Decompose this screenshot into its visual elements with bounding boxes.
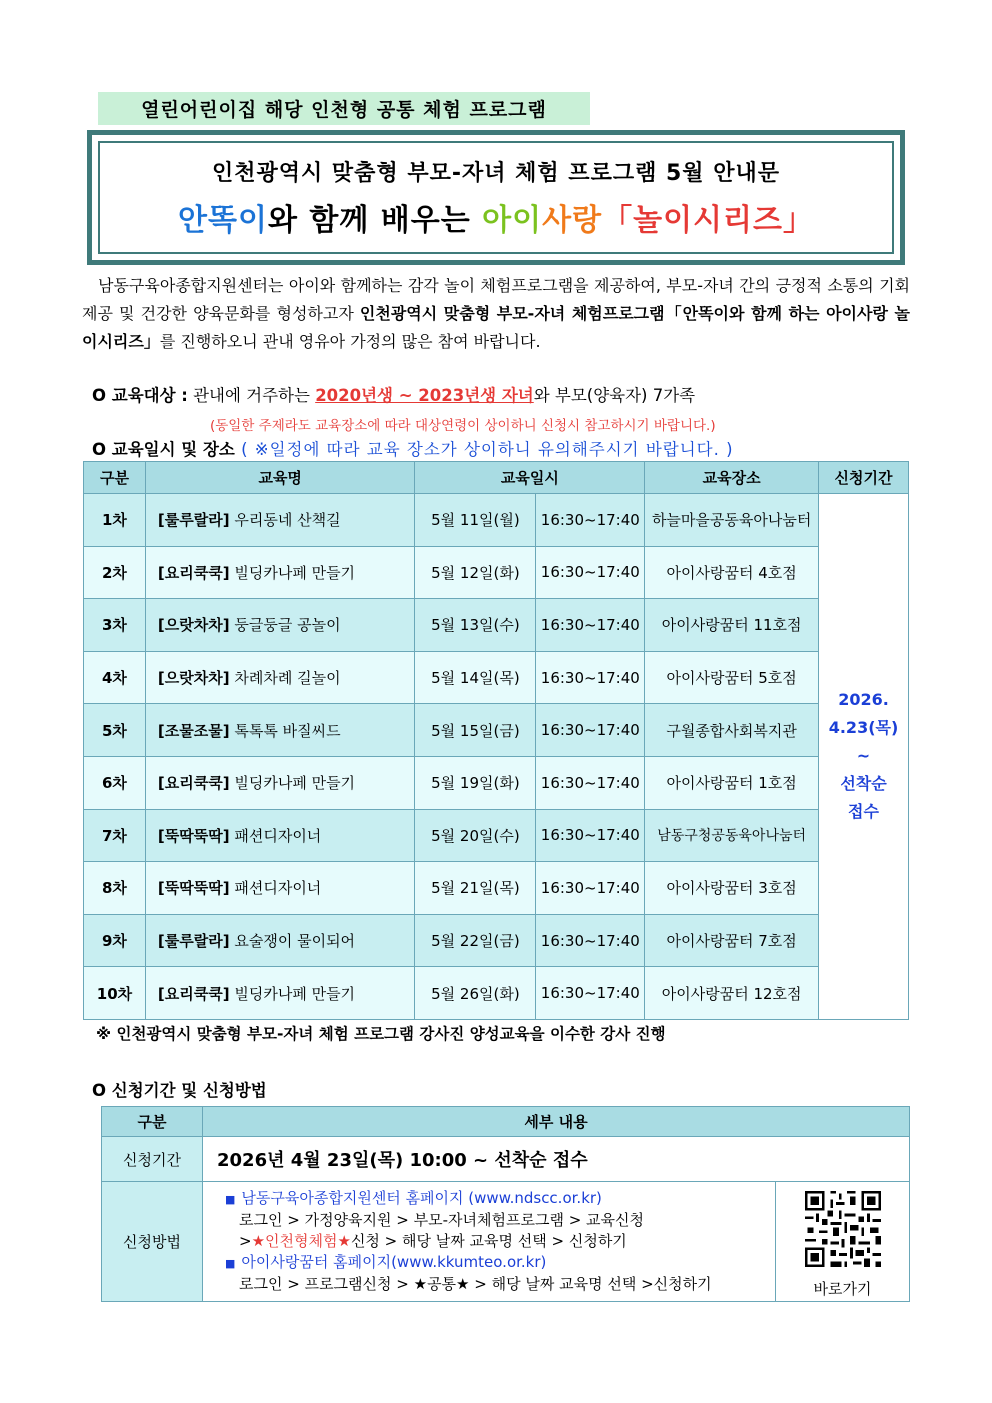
apply-period-line: 접수 (848, 802, 879, 822)
row-time: 16:30~17:40 (536, 651, 645, 704)
title-line-2 (178, 195, 814, 239)
row-place: 아이사랑꿈터 5호점 (645, 651, 819, 704)
target-line (92, 382, 695, 406)
method-1-url[interactable]: (www.ndscc.or.kr) (463, 1189, 602, 1207)
row-name (145, 967, 415, 1020)
schedule-header-row (84, 462, 909, 494)
program-badge: 열린어린이집 해당 인천형 공통 체험 프로그램 (98, 92, 590, 125)
row-time: 16:30~17:40 (536, 704, 645, 757)
title-box (87, 130, 905, 265)
row-title: 요술쟁이 물이되어 (229, 932, 356, 951)
row-place: 구월종합사회복지관 (645, 704, 819, 757)
method-2-step: 로그인 > 프로그램신청 > ★공통★ > 해당 날짜 교육명 선택 >신청하기 (239, 1275, 712, 1293)
bullet-icon: ■ (225, 1257, 236, 1270)
row-title: 차례차례 길놀이 (229, 669, 341, 688)
row-no: 7차 (84, 809, 146, 862)
header-datetime: 교육일시 (415, 462, 645, 494)
qr-label[interactable]: 바로가기 (813, 1280, 872, 1298)
apply-period-label: 신청기간 (102, 1137, 203, 1182)
schedule-heading (92, 436, 734, 460)
table-row (84, 862, 909, 915)
row-time: 16:30~17:40 (536, 914, 645, 967)
row-title: 둥글둥글 공놀이 (229, 616, 341, 635)
title-mascot: 안똑이 (177, 203, 268, 238)
intro-paragraph (82, 272, 910, 356)
table-row (84, 967, 909, 1020)
row-place: 아이사랑꿈터 7호점 (645, 914, 819, 967)
apply-period-value: 2026년 4월 23일(목) 10:00 ~ 선착순 접수 (203, 1137, 910, 1182)
row-no: 8차 (84, 862, 146, 915)
table-row (84, 651, 909, 704)
row-date: 5월 14일(목) (415, 651, 536, 704)
row-tag: [룰루랄라] (157, 511, 230, 530)
header-name: 교육명 (145, 462, 415, 494)
row-tag: [요리쿡쿡] (157, 563, 230, 582)
title-line-1: 인천광역시 맞춤형 부모-자녀 체험 프로그램 5월 안내문 (212, 161, 780, 186)
section2-title: O 신청기간 및 신청방법 (92, 1081, 267, 1100)
target-label: O 교육대상 : (92, 386, 188, 405)
apply-period-line: 4.23(목) (828, 718, 899, 738)
target-pre: 관내에 거주하는 (187, 386, 316, 405)
row-place: 아이사랑꿈터 1호점 (645, 756, 819, 809)
title-middle: 와 함께 배우는 (267, 203, 483, 238)
row-title: 톡톡톡 바질씨드 (229, 721, 341, 740)
row-name (145, 862, 415, 915)
row-date: 5월 11일(월) (415, 494, 536, 547)
row-place: 아이사랑꿈터 11호점 (645, 599, 819, 652)
qr-cell[interactable] (776, 1182, 910, 1302)
table-row (84, 494, 909, 547)
title-brand-b: 사랑 (542, 203, 603, 238)
method-1-step2 (225, 1231, 775, 1252)
target-post: 와 부모(양육자) 7가족 (533, 386, 696, 405)
row-place: 아이사랑꿈터 12호점 (645, 967, 819, 1020)
apply-header-row (102, 1107, 910, 1137)
row-place: 하늘마을공동육아나눔터 (645, 494, 819, 547)
row-date: 5월 20일(수) (415, 809, 536, 862)
row-name (145, 599, 415, 652)
apply-method-row (102, 1182, 910, 1302)
method-1-step2-a: > (239, 1232, 252, 1250)
row-date: 5월 21일(목) (415, 862, 536, 915)
qr-code-icon[interactable] (802, 1188, 884, 1270)
row-time: 16:30~17:40 (536, 494, 645, 547)
row-tag: [으랏차차] (157, 669, 230, 688)
row-tag: [룰루랄라] (157, 932, 230, 951)
intro-text-1: 남동구육아종합지원센터는 아이와 함께하는 감각 놀이 체험프로그램을 제공하여, 부모-자녀 간의 긍정적 소통의 기회 제공 및 건강한 양육문화를 형성하고자 (82, 276, 910, 323)
apply-period-row (102, 1137, 910, 1182)
schedule-heading-note: ( ※일정에 따라 교육 장소가 상이하니 유의해주시기 바랍니다. ) (234, 440, 734, 459)
method-1-step1: 로그인 > 가정양육지원 > 부모-자녀체험프로그램 > 교육신청 (239, 1211, 644, 1229)
apply-header-detail: 세부 내용 (203, 1107, 910, 1137)
row-no: 6차 (84, 756, 146, 809)
row-tag: [으랏차차] (157, 616, 230, 635)
row-title: 빌딩카나페 만들기 (229, 774, 356, 793)
apply-table (101, 1106, 910, 1302)
row-tag: [요리쿡쿡] (157, 984, 230, 1003)
row-tag: [뚝딱뚝딱] (157, 826, 230, 845)
row-no: 10차 (84, 967, 146, 1020)
intro-text-2: 를 진행하오니 관내 영유아 가정의 많은 참여 바랍니다. (159, 332, 541, 351)
title-series: 「놀이시리즈」 (602, 203, 814, 238)
row-title: 빌딩카나페 만들기 (229, 984, 356, 1003)
row-time: 16:30~17:40 (536, 546, 645, 599)
instructor-footnote: ※ 인천광역시 맞춤형 부모-자녀 체험 프로그램 강사진 양성교육을 이수한 강사 진행 (96, 1025, 666, 1043)
row-date: 5월 19일(화) (415, 756, 536, 809)
row-date: 5월 26일(화) (415, 967, 536, 1020)
title-inner (98, 141, 894, 254)
row-no: 9차 (84, 914, 146, 967)
bullet-icon: ■ (225, 1193, 236, 1206)
method-2-title[interactable]: 아이사랑꿈터 홈페이지(www.kkumteo.or.kr) (241, 1253, 547, 1271)
row-place: 아이사랑꿈터 3호점 (645, 862, 819, 915)
row-time: 16:30~17:40 (536, 599, 645, 652)
table-row (84, 546, 909, 599)
method-1-title-line (225, 1188, 775, 1210)
row-place: 아이사랑꿈터 4호점 (645, 546, 819, 599)
table-row (84, 756, 909, 809)
row-tag: [요리쿡쿡] (157, 774, 230, 793)
row-title: 패션디자이너 (229, 826, 322, 845)
schedule-table (83, 461, 909, 1020)
header-no: 구분 (84, 462, 146, 494)
table-row (84, 704, 909, 757)
row-name (145, 651, 415, 704)
row-no: 5차 (84, 704, 146, 757)
row-name (145, 546, 415, 599)
row-time: 16:30~17:40 (536, 756, 645, 809)
row-name (145, 809, 415, 862)
table-row (84, 914, 909, 967)
row-no: 3차 (84, 599, 146, 652)
schedule-heading-label: O 교육일시 및 장소 (92, 440, 235, 459)
row-tag: [조물조물] (157, 721, 230, 740)
row-date: 5월 22일(금) (415, 914, 536, 967)
header-place: 교육장소 (645, 462, 819, 494)
row-time: 16:30~17:40 (536, 862, 645, 915)
method-1-step2-b: 신청 > 해당 날짜 교육명 선택 > 신청하기 (350, 1232, 627, 1250)
row-no: 1차 (84, 494, 146, 547)
apply-method-label: 신청방법 (102, 1182, 203, 1302)
row-title: 우리동네 산책길 (229, 511, 341, 530)
apply-header-label: 구분 (102, 1107, 203, 1137)
apply-period-line: 선착순 (840, 774, 887, 794)
table-row (84, 809, 909, 862)
row-date: 5월 15일(금) (415, 704, 536, 757)
table-row (84, 599, 909, 652)
row-name (145, 914, 415, 967)
row-no: 4차 (84, 651, 146, 704)
row-date: 5월 13일(수) (415, 599, 536, 652)
row-name (145, 756, 415, 809)
row-title: 빌딩카나페 만들기 (229, 563, 356, 582)
intro-bold: 인천광역시 맞춤형 부모-자녀 체험프로그램「안똑이와 함께 하는 아이사랑 놀이시리즈」 (82, 304, 910, 351)
apply-period-cell (819, 494, 909, 1020)
row-time: 16:30~17:40 (536, 967, 645, 1020)
row-no: 2차 (84, 546, 146, 599)
apply-period-line: ~ (856, 746, 871, 766)
method-1-step2-star: ★인천형체험★ (251, 1232, 351, 1250)
apply-method-detail (203, 1182, 776, 1302)
row-title: 패션디자이너 (229, 879, 322, 898)
row-place: 남동구청공동육아나눔터 (645, 809, 819, 862)
row-name (145, 494, 415, 547)
header-period: 신청기간 (819, 462, 909, 494)
target-highlight: 2020년생 ~ 2023년생 자녀 (315, 386, 534, 405)
method-2-title-line (225, 1252, 775, 1274)
method-1-title[interactable]: 남동구육아종합지원센터 홈페이지 (241, 1189, 464, 1207)
apply-period-line: 2026. (838, 690, 889, 710)
target-note: (동일한 주제라도 교육장소에 따라 대상연령이 상이하니 신청시 참고하시기 바랍니다.) (210, 418, 716, 434)
row-time: 16:30~17:40 (536, 809, 645, 862)
title-brand-a: 아이 (482, 203, 543, 238)
row-tag: [뚝딱뚝딱] (157, 879, 230, 898)
row-name (145, 704, 415, 757)
row-date: 5월 12일(화) (415, 546, 536, 599)
